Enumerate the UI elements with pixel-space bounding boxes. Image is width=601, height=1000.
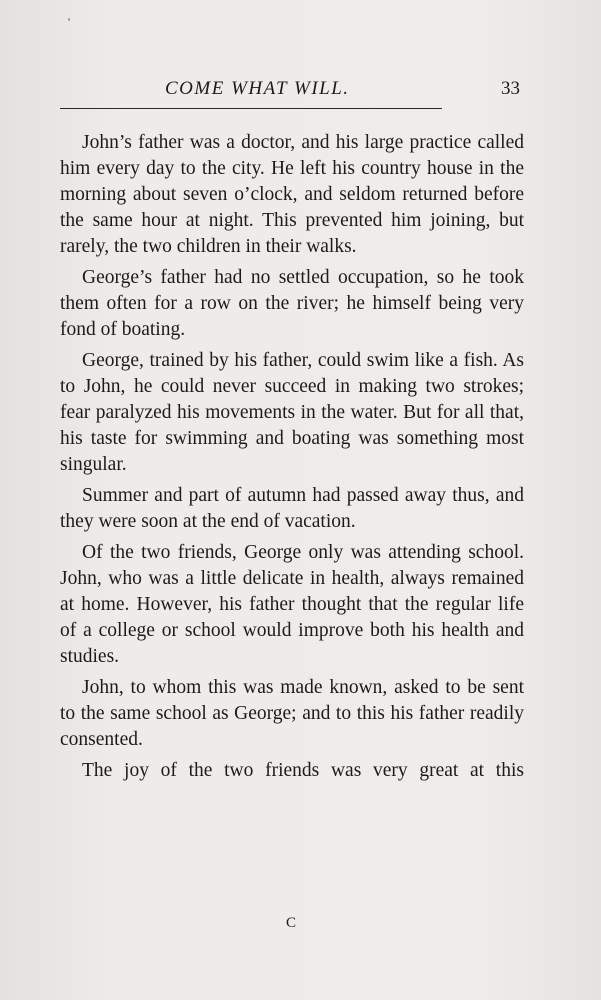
paragraph: John, to whom this was made known, asked to be sent to the same school as George; and to this his father readily consented.: [60, 677, 524, 750]
body-text: [60, 130, 524, 784]
page-header: [60, 74, 520, 104]
paragraph: George’s father had no settled occupation, so he took them often for a row on the river; he himself being very fond of boating.: [60, 267, 524, 340]
paragraph: John’s father was a doctor, and his large practice called him every day to the city. He left his country house in the morning about seven o’clock, and seldom returned before the same hour at night. This prevented him joining, but rarely, the two children in their walks.: [60, 132, 524, 257]
running-title: COME WHAT WILL.: [165, 78, 350, 99]
signature-mark: C: [286, 915, 298, 931]
paragraph: The joy of the two friends was very great at this: [82, 760, 524, 781]
header-rule: [60, 108, 442, 109]
paragraph: Summer and part of autumn had passed away thus, and they were soon at the end of vacation.: [60, 485, 524, 532]
paragraph: Of the two friends, George only was attending school. John, who was a little delicate in health, always remained at home. However, his father thought that the regular life of a college or school would improve both his health and studies.: [60, 542, 524, 667]
paper-speck: [68, 18, 70, 21]
paragraph: George, trained by his father, could swim like a fish. As to John, he could never succeed in making two strokes; fear paralyzed his movements in the water. But for all that, his taste for swimming and boating was something most singular.: [60, 350, 524, 475]
page-number: 33: [501, 78, 520, 99]
